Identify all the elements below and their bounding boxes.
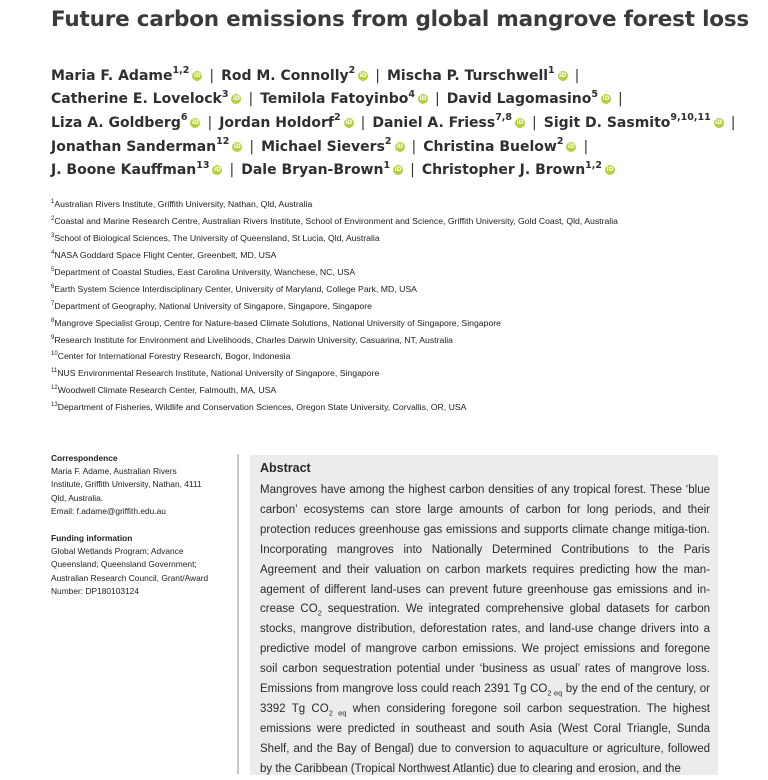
author-name: Jordan Holdorf — [219, 115, 335, 132]
orcid-icon[interactable]: iD — [233, 142, 241, 150]
affiliation-text: Department of Fisheries, Wildlife and Conservation Sciences, Oregon State University, Corvallis, OR, USA — [57, 402, 467, 413]
affiliation-superscript: 7,8 — [495, 112, 513, 124]
orcid-icon[interactable]: iD — [602, 95, 610, 103]
author-name: Christopher J. Brown — [421, 162, 586, 179]
author[interactable] — [423, 136, 576, 155]
affiliation — [51, 267, 618, 284]
affiliation-text: Center for International Forestry Research, Bogor, Indonesia — [57, 351, 291, 362]
affiliation-number: 1 — [51, 199, 55, 206]
affiliation — [51, 233, 618, 250]
correspondence-heading: Correspondence — [51, 453, 118, 463]
affiliation-text: Department of Geography, National University of Singapore, Singapore, Singapore — [54, 300, 372, 311]
author-name: Temilola Fatoyinbo — [260, 91, 409, 108]
author[interactable] — [446, 88, 611, 108]
affiliation-superscript: 2 — [334, 112, 341, 124]
affiliation-number: 6 — [51, 283, 55, 290]
affiliation-text: Department of Coastal Studies, East Carolina University, Wanchese, NC, USA — [54, 266, 356, 277]
affiliation-superscript: 6 — [180, 112, 188, 124]
author-name: Christina Buelow — [423, 138, 557, 155]
author-name: Rod M. Connolly — [221, 67, 349, 84]
author-name: Daniel A. Friess — [372, 115, 496, 132]
affiliation-number: 8 — [51, 317, 55, 324]
affiliations-list — [51, 199, 618, 419]
author-name: J. Boone Kauffman — [51, 162, 197, 179]
affiliation — [51, 368, 618, 385]
affiliation-number: 7 — [51, 300, 55, 307]
author-separator: | — [574, 67, 580, 84]
author[interactable] — [260, 88, 428, 108]
author-separator: | — [411, 138, 417, 155]
author[interactable] — [261, 136, 404, 155]
affiliation-text: Research Institute for Environment and Livelihoods, Charles Darwin University, Casuarina, NT, Australia — [54, 334, 454, 345]
affiliation-text: Australian Rivers Institute, Griffith University, Nathan, Qld, Australia — [54, 199, 313, 209]
affiliation-number: 5 — [51, 266, 55, 273]
author-line — [51, 66, 751, 90]
affiliation-superscript: 1 — [548, 65, 555, 76]
orcid-icon[interactable]: iD — [232, 95, 240, 103]
author[interactable] — [421, 159, 615, 179]
author[interactable] — [51, 159, 222, 179]
author-name: David Lagomasino — [446, 91, 592, 108]
author-separator: | — [532, 115, 537, 132]
affiliation-superscript: 13 — [196, 159, 210, 171]
funding-line: Australian Research Council, Grant/Award — [51, 572, 209, 583]
author[interactable] — [51, 136, 242, 155]
correspondence-line: Maria F. Adame, Australian Rivers — [51, 466, 177, 477]
author[interactable] — [51, 88, 241, 108]
abstract-text: Mangroves have among the highest carbon densities of any tropical forest. These ‘blue carbon’ ecosystems can store large amounts of carbon for long periods, and their protection reduces greenhouse gas emissions and supports climate change mitiga-tion. Incorporating mangroves into Nationally Determined Contributions to the Paris Agreement and their valuation on carbon markets requires predicting how the man-agement of different land-uses can prevent future greenhouse gas emissions and in-crease $CO_2$ sequestration. We integrated comprehensive global datasets for carbon stocks, mangrove distribution, deforestation rates, and land-use change drivers into a predictive model of mangrove carbon emissions. We project emissions and foregone soil carbon sequestration potential under ‘business as usual’ rates of mangrove loss. Emissions from mangrove loss could reach 2391 Tg $CO_{2 eq}$ by the end of the century, or 3392 Tg $CO_{2 eq}$ when considering foregone soil carbon sequestration. The highest emissions were predicted in southeast and south Asia (West Coral Triangle, Sunda Shelf, and the Bay of Bengal) due to conversion to aquaculture or agriculture, followed by the Caribbean (Tropical Northwest Atlantic) due to clearing and erosion, and the — [260, 484, 711, 775]
author-separator: | — [360, 115, 366, 132]
affiliation-number: 4 — [51, 249, 55, 256]
affiliation-text: School of Biological Sciences, The University of Queensland, St Lucia, Qld, Australia — [54, 232, 380, 243]
author-separator: | — [209, 67, 215, 84]
orcid-icon[interactable]: iD — [213, 166, 221, 174]
abstract-heading: Abstract — [260, 461, 311, 475]
affiliation-number: 11 — [51, 368, 58, 375]
author-name: Jonathan Sanderman — [51, 138, 217, 155]
author-name: Dale Bryan-Brown — [241, 162, 384, 179]
affiliation-text: Woodwell Climate Research Center, Falmouth, MA, USA — [57, 385, 277, 396]
correspondence-line: Institute, Griffith University, Nathan, 4111 — [51, 479, 202, 490]
author-separator: | — [583, 138, 589, 155]
affiliation-number: 12 — [51, 385, 58, 392]
affiliation — [51, 402, 618, 419]
affiliation-superscript: 1,2 — [172, 65, 190, 76]
author-separator: | — [730, 115, 736, 132]
affiliation — [51, 284, 618, 301]
orcid-icon[interactable]: iD — [715, 119, 723, 127]
affiliation-superscript: 9,10,11 — [670, 112, 711, 124]
author-name: Catherine E. Lovelock — [51, 91, 222, 108]
author-name: Sigit D. Sasmito — [543, 115, 671, 132]
author-separator: | — [207, 115, 213, 132]
author-name: Liza A. Goldberg — [51, 115, 181, 132]
author[interactable] — [51, 65, 202, 84]
funding-heading: Funding information — [51, 533, 133, 544]
author-separator: | — [249, 138, 255, 155]
author-name: Maria F. Adame — [51, 67, 173, 84]
affiliation-text: Earth System Science Interdisciplinary Center, University of Maryland, College Park, MD, USA — [54, 283, 417, 294]
affiliation-superscript: 2 — [348, 65, 356, 76]
author[interactable] — [221, 65, 368, 84]
subscript: 2 eq — [328, 708, 347, 718]
affiliation-superscript: 4 — [408, 88, 415, 100]
column-divider — [237, 454, 239, 774]
affiliation-superscript: 5 — [591, 88, 598, 100]
funding-line: Global Wetlands Program; Advance — [51, 546, 184, 557]
affiliation — [51, 199, 618, 216]
affiliation-number: 9 — [51, 334, 55, 341]
author[interactable] — [543, 112, 724, 132]
affiliation-superscript: 12 — [216, 136, 230, 148]
sidebar-info — [51, 452, 237, 598]
orcid-icon[interactable]: iD — [359, 71, 367, 79]
affiliation-superscript: 1 — [383, 159, 391, 171]
affiliation-superscript: 1,2 — [585, 159, 603, 171]
orcid-icon[interactable]: iD — [516, 119, 524, 127]
funding-line: Number: DP180103124 — [51, 585, 139, 596]
author-list — [51, 66, 751, 184]
author[interactable] — [372, 112, 525, 132]
orcid-icon[interactable]: iD — [345, 119, 353, 127]
affiliation-text: Coastal and Marine Research Centre, Australian Rivers Institute, School of Environment and Science, Griffith University, Gold Coast, Qld, Australia — [54, 215, 619, 226]
affiliation-superscript: 3 — [221, 88, 229, 100]
affiliation-number: 2 — [51, 216, 55, 223]
author-separator: | — [410, 162, 415, 179]
orcid-icon[interactable]: iD — [191, 119, 199, 127]
affiliation — [51, 351, 618, 368]
affiliation-number: 13 — [51, 402, 58, 409]
author-line — [51, 137, 751, 161]
affiliation-number: 3 — [51, 232, 55, 239]
abstract-box — [250, 455, 718, 775]
affiliation-superscript: 2 — [384, 136, 392, 148]
author-separator: | — [375, 67, 380, 84]
affiliation — [51, 250, 618, 267]
orcid-icon[interactable]: iD — [193, 71, 201, 79]
author-separator: | — [229, 162, 235, 179]
author-line — [51, 161, 751, 185]
author-line — [51, 113, 751, 137]
orcid-icon[interactable]: iD — [606, 166, 614, 174]
affiliation — [51, 301, 618, 318]
author-name: Mischa P. Turschwell — [387, 67, 549, 84]
affiliation — [51, 318, 618, 335]
affiliation — [51, 335, 618, 352]
orcid-icon[interactable]: iD — [419, 95, 427, 103]
affiliation-text: Mangrove Specialist Group, Centre for Nature-based Climate Solutions, National University of Singapore, Singapore — [54, 317, 502, 328]
orcid-icon[interactable]: iD — [394, 166, 402, 174]
correspondence-line: Qld, Australia. — [51, 492, 104, 503]
author[interactable] — [241, 159, 403, 179]
author-line — [51, 90, 751, 114]
correspondence-email[interactable]: Email: f.adame@griffith.edu.au — [51, 505, 166, 516]
author[interactable] — [51, 112, 200, 132]
orcid-icon[interactable]: iD — [567, 142, 575, 150]
affiliation — [51, 216, 618, 233]
subscript: 2 eq — [547, 688, 563, 698]
affiliation-number: 10 — [51, 351, 58, 358]
affiliation — [51, 385, 618, 402]
paper-title: Future carbon emissions from global mangrove forest loss — [51, 7, 750, 32]
author[interactable] — [219, 112, 353, 132]
orcid-icon[interactable]: iD — [559, 71, 567, 79]
subscript: 2 — [317, 608, 322, 618]
affiliation-text: NUS Environmental Research Institute, National University of Singapore, Singapore — [57, 368, 380, 379]
author-separator: | — [617, 91, 623, 108]
author-separator: | — [434, 91, 440, 108]
author-name: Michael Sievers — [261, 138, 385, 155]
author[interactable] — [387, 65, 568, 84]
affiliation-superscript: 2 — [556, 136, 564, 148]
orcid-icon[interactable]: iD — [396, 142, 404, 150]
author-separator: | — [248, 91, 254, 108]
funding-line: Queensland; Queensland Government; — [51, 559, 197, 570]
affiliation-text: NASA Goddard Space Flight Center, Greenbelt, MD, USA — [54, 249, 277, 260]
